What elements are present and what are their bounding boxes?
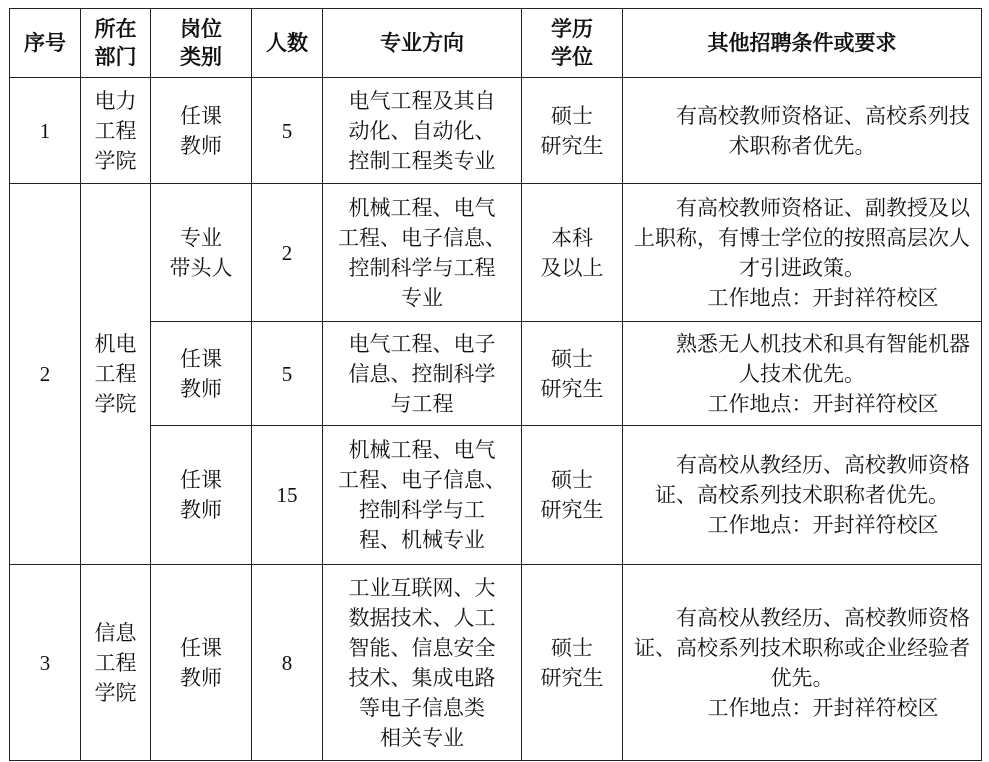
major-line: 与工程: [390, 391, 454, 416]
major-cell: [323, 426, 522, 565]
major-line: 信息、控制科学: [348, 361, 496, 386]
edu-cell: [522, 426, 623, 565]
dept-line: 学院: [94, 148, 137, 173]
post-line: 带头人: [169, 255, 233, 280]
dept-line: 工程: [94, 362, 137, 386]
header-other: [623, 9, 982, 78]
post-cell: [151, 426, 252, 565]
edu-cell: [522, 184, 623, 322]
major-line: 电气工程及其自: [348, 88, 496, 113]
work-location-text: 工作地点：开封祥符校区: [707, 391, 939, 416]
dept-line: 机电: [94, 332, 137, 356]
major-line: 工程、电子信息、: [338, 225, 506, 250]
major-cell: [323, 78, 522, 184]
major-line: 专业: [401, 285, 443, 310]
header-edu-line: 学历: [551, 17, 593, 41]
header-major: [323, 9, 522, 78]
count-cell: 2: [252, 184, 323, 322]
header-count-line: 人数: [266, 31, 308, 55]
header-post-line: 类别: [180, 45, 222, 69]
count-cell: 15: [252, 426, 323, 565]
dept-line: 学院: [94, 680, 137, 705]
dept-line: 工程: [94, 118, 137, 143]
header-dept-line: 所在: [94, 17, 137, 41]
dept-cell: [81, 78, 151, 184]
edu-line: 及以上: [540, 255, 604, 280]
table-row: [10, 78, 982, 184]
count-cell: 8: [252, 565, 323, 761]
post-cell: [151, 184, 252, 322]
major-cell: [323, 322, 522, 426]
requirement-text: 有高校教师资格证、高校系列技术职称者优先。: [676, 103, 970, 158]
dept-line: 学院: [94, 392, 137, 416]
work-location-text: 工作地点：开封祥符校区: [707, 695, 939, 720]
header-row: [10, 9, 982, 78]
major-line: 工业互联网、大: [348, 575, 496, 600]
work-location-text: 工作地点：开封祥符校区: [707, 513, 939, 537]
requirement-cell: [623, 565, 982, 761]
post-line: 专业: [180, 225, 222, 250]
header-edu: [522, 9, 623, 78]
post-line: 教师: [180, 376, 222, 401]
post-line: 教师: [180, 498, 222, 522]
seq-cell: 1: [10, 78, 81, 184]
work-location-text: 工作地点：开封祥符校区: [707, 285, 939, 310]
dept-line: 信息: [94, 620, 137, 645]
header-dept: [81, 9, 151, 78]
edu-line: 硕士: [551, 468, 593, 492]
post-line: 任课: [180, 346, 222, 371]
edu-line: 研究生: [540, 665, 604, 690]
major-line: 电气工程、电子: [348, 331, 496, 356]
edu-line: 研究生: [540, 133, 604, 158]
major-line: 动化、自动化、: [348, 118, 496, 143]
header-seq-line: 序号: [24, 31, 66, 55]
post-cell: [151, 565, 252, 761]
dept-cell: [81, 565, 151, 761]
requirement-text: 有高校教师资格证、副教授及以上职称，有博士学位的按照高层次人才引进政策。: [634, 195, 970, 280]
recruitment-table: [9, 8, 982, 761]
requirement-text: 熟悉无人机技术和具有智能机器人技术优先。: [676, 331, 970, 386]
post-line: 教师: [180, 133, 222, 158]
dept-cell: [81, 184, 151, 565]
post-line: 任课: [180, 103, 222, 128]
header-post: [151, 9, 252, 78]
major-line: 智能、信息安全: [348, 635, 496, 660]
table-body: [10, 78, 982, 761]
major-line: 数据技术、人工: [348, 605, 496, 630]
edu-line: 硕士: [551, 103, 593, 128]
table-row: [10, 322, 982, 426]
major-line: 控制科学与工: [359, 498, 485, 522]
major-line: 机械工程、电气: [348, 195, 496, 220]
post-line: 任课: [180, 468, 222, 492]
major-line: 控制科学与工程: [348, 255, 496, 280]
requirement-text: 有高校从教经历、高校教师资格证、高校系列技术职称者优先。: [655, 453, 970, 507]
post-line: 任课: [180, 635, 222, 660]
table-row: [10, 184, 982, 322]
major-line: 相关专业: [380, 725, 464, 750]
header-other-line: 其他招聘条件或要求: [707, 31, 897, 55]
requirement-text: 有高校从教经历、高校教师资格证、高校系列技术职称或企业经验者优先。: [634, 605, 970, 690]
header-count: [252, 9, 323, 78]
header-dept-line: 部门: [94, 45, 137, 69]
edu-line: 研究生: [540, 498, 604, 522]
post-line: 教师: [180, 665, 222, 690]
edu-line: 硕士: [551, 346, 593, 371]
header-major-line: 专业方向: [380, 31, 464, 55]
count-cell: 5: [252, 322, 323, 426]
major-line: 机械工程、电气: [348, 438, 496, 462]
edu-line: 硕士: [551, 635, 593, 660]
seq-cell: 2: [10, 184, 81, 565]
major-line: 工程、电子信息、: [338, 468, 506, 492]
table-row: [10, 426, 982, 565]
dept-line: 工程: [94, 650, 137, 675]
major-line: 等电子信息类: [359, 695, 485, 720]
count-cell: 5: [252, 78, 323, 184]
post-cell: [151, 78, 252, 184]
edu-line: 研究生: [540, 376, 604, 401]
header-edu-line: 学位: [551, 45, 593, 69]
major-cell: [323, 565, 522, 761]
major-line: 技术、集成电路: [348, 665, 496, 690]
seq-cell: 3: [10, 565, 81, 761]
major-line: 程、机械专业: [359, 528, 485, 552]
dept-line: 电力: [94, 88, 137, 113]
edu-cell: [522, 565, 623, 761]
header-seq: [10, 9, 81, 78]
requirement-cell: [623, 426, 982, 565]
major-cell: [323, 184, 522, 322]
table-row: [10, 565, 982, 761]
edu-cell: [522, 78, 623, 184]
header-post-line: 岗位: [180, 17, 222, 41]
requirement-cell: [623, 184, 982, 322]
post-cell: [151, 322, 252, 426]
requirement-cell: [623, 78, 982, 184]
edu-cell: [522, 322, 623, 426]
requirement-cell: [623, 322, 982, 426]
major-line: 控制工程类专业: [348, 148, 496, 173]
edu-line: 本科: [551, 225, 593, 250]
